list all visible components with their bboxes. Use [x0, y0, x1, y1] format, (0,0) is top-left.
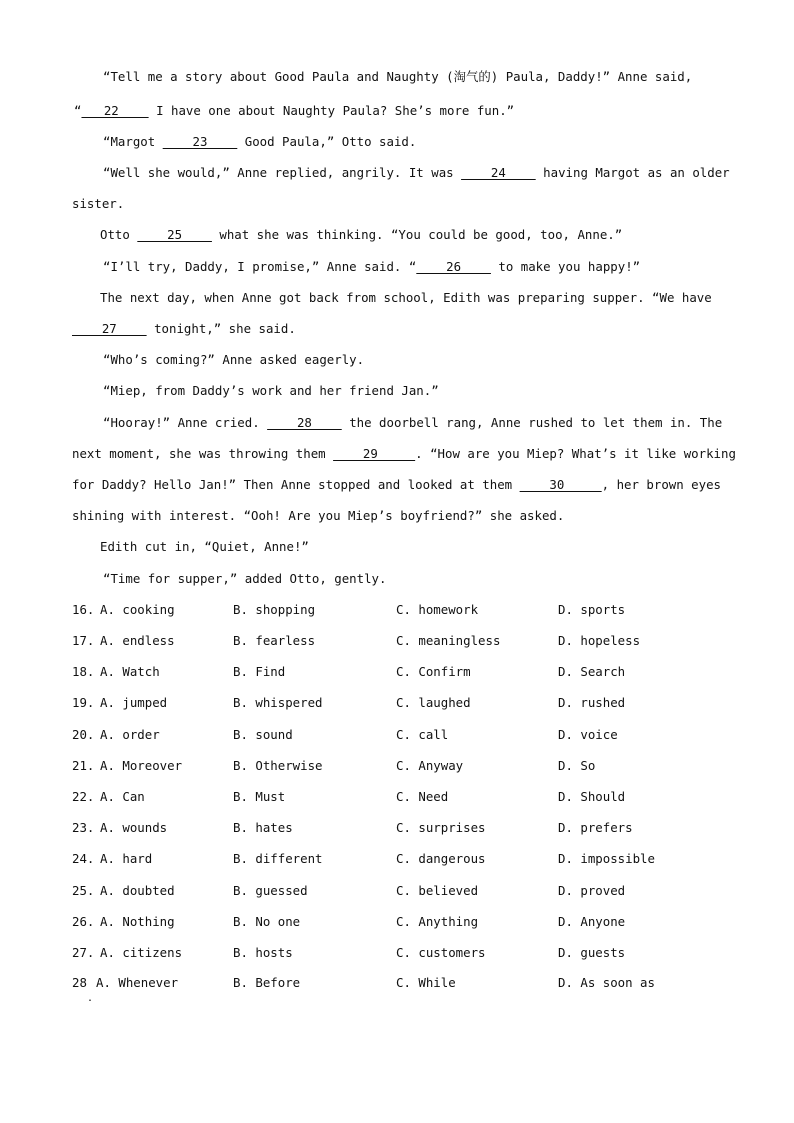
option-b: B. Otherwise — [233, 758, 323, 773]
question-number: 17. — [72, 633, 95, 648]
option-d: D. rushed — [558, 695, 626, 710]
question-number: 27. — [72, 945, 95, 960]
option-a: A. jumped — [100, 695, 168, 710]
option-c: C. believed — [396, 883, 479, 898]
question-number: 24. — [72, 851, 95, 866]
option-row-16 — [0, 602, 794, 618]
story-line-2: “ 22 I have one about Naughty Paula? She’s more fun.” — [74, 103, 515, 118]
story-line-8: The next day, when Anne got back from school, Edith was preparing supper. “We have — [100, 290, 712, 305]
option-row-21 — [0, 758, 794, 774]
story-line-15: shining with interest. “Ooh! Are you Miep’s boyfriend?” she asked. — [72, 508, 565, 523]
option-a: A. hard — [100, 851, 153, 866]
option-c: C. surprises — [396, 820, 486, 835]
option-d: D. Anyone — [558, 914, 626, 929]
question-number: 23. — [72, 820, 95, 835]
option-d: D. hopeless — [558, 633, 641, 648]
option-b: B. sound — [233, 727, 293, 742]
option-a: A. cooking — [100, 602, 175, 617]
stray-dot-mark: . — [87, 993, 94, 1004]
blank-23: 23 — [162, 134, 238, 149]
option-a: A. Nothing — [100, 914, 175, 929]
option-row-26 — [0, 914, 794, 930]
question-number: 20. — [72, 727, 95, 742]
option-a: A. citizens — [100, 945, 183, 960]
story-line-4: “Well she would,” Anne replied, angrily. It was 24 having Margot as an older — [103, 165, 730, 180]
option-c: C. Need — [396, 789, 449, 804]
option-b: B. hosts — [233, 945, 293, 960]
option-a: A. doubted — [100, 883, 175, 898]
option-row-25 — [0, 883, 794, 899]
story-line-6: Otto 25 what she was thinking. “You could be good, too, Anne.” — [100, 227, 623, 242]
story-line-7: “I’ll try, Daddy, I promise,” Anne said. “ 26 to make you happy!” — [103, 259, 641, 274]
question-number: 26. — [72, 914, 95, 929]
blank-28: 28 — [267, 415, 342, 430]
question-number: 21. — [72, 758, 95, 773]
option-d: D. Should — [558, 789, 626, 804]
option-a: A. wounds — [100, 820, 168, 835]
story-line-9: 27 tonight,” she said. — [72, 321, 296, 336]
option-row-27 — [0, 945, 794, 961]
story-line-10: “Who’s coming?” Anne asked eagerly. — [103, 352, 365, 367]
question-number: 16. — [72, 602, 95, 617]
option-d: D. prefers — [558, 820, 633, 835]
option-d: D. As soon as — [558, 975, 655, 990]
blank-25: 25 — [137, 227, 212, 242]
blank-30: 30 — [519, 477, 602, 492]
option-b: B. Before — [233, 975, 301, 990]
option-c: C. dangerous — [396, 851, 486, 866]
option-c: C. Anything — [396, 914, 479, 929]
option-c: C. meaningless — [396, 633, 501, 648]
option-a: A. order — [100, 727, 160, 742]
question-number: 19. — [72, 695, 95, 710]
story-line-12: “Hooray!” Anne cried. 28 the doorbell rang, Anne rushed to let them in. The — [103, 415, 723, 430]
blank-27: 27 — [72, 321, 147, 336]
question-number: 22. — [72, 789, 95, 804]
story-line-13: next moment, she was throwing them 29 . “How are you Miep? What’s it like working — [72, 446, 736, 461]
option-a: A. Can — [100, 789, 145, 804]
option-a: A. endless — [100, 633, 175, 648]
story-line-5: sister. — [72, 196, 125, 211]
option-d: D. impossible — [558, 851, 655, 866]
story-line-14: for Daddy? Hello Jan!” Then Anne stopped and looked at them 30 , her brown eyes — [72, 477, 722, 492]
option-b: B. guessed — [233, 883, 308, 898]
option-b: B. No one — [233, 914, 301, 929]
blank-22: 22 — [81, 103, 149, 118]
option-a: A. Watch — [100, 664, 160, 679]
option-row-23 — [0, 820, 794, 836]
option-row-20 — [0, 727, 794, 743]
story-line-11: “Miep, from Daddy’s work and her friend Jan.” — [103, 383, 439, 398]
option-row-17 — [0, 633, 794, 649]
option-c: C. Confirm — [396, 664, 471, 679]
option-row-24 — [0, 851, 794, 867]
blank-26: 26 — [416, 259, 491, 274]
question-number: 18. — [72, 664, 95, 679]
option-c: C. Anyway — [396, 758, 464, 773]
question-number: 28 — [72, 975, 87, 990]
option-c: C. laughed — [396, 695, 471, 710]
option-b: B. shopping — [233, 602, 316, 617]
option-a: A. Moreover — [100, 758, 183, 773]
option-b: B. Must — [233, 789, 286, 804]
story-line-3: “Margot 23 Good Paula,” Otto said. — [103, 134, 417, 149]
story-line-16: Edith cut in, “Quiet, Anne!” — [100, 539, 309, 554]
blank-29: 29 — [333, 446, 416, 461]
story-line-17: “Time for supper,” added Otto, gently. — [103, 571, 387, 586]
option-row-18 — [0, 664, 794, 680]
option-a: A. Whenever — [96, 975, 179, 990]
option-b: B. whispered — [233, 695, 323, 710]
option-b: B. fearless — [233, 633, 316, 648]
option-row-19 — [0, 695, 794, 711]
option-d: D. guests — [558, 945, 626, 960]
story-line-1: “Tell me a story about Good Paula and Naughty (淘气的) Paula, Daddy!” Anne said, — [103, 69, 693, 84]
option-c: C. customers — [396, 945, 486, 960]
option-c: C. homework — [396, 602, 479, 617]
option-d: D. Search — [558, 664, 626, 679]
option-d: D. sports — [558, 602, 626, 617]
option-d: D. proved — [558, 883, 626, 898]
question-number: 25. — [72, 883, 95, 898]
option-row-28 — [0, 975, 794, 991]
option-d: D. voice — [558, 727, 618, 742]
option-c: C. While — [396, 975, 456, 990]
option-c: C. call — [396, 727, 449, 742]
option-b: B. different — [233, 851, 323, 866]
option-b: B. Find — [233, 664, 286, 679]
option-d: D. So — [558, 758, 596, 773]
option-row-22 — [0, 789, 794, 805]
option-b: B. hates — [233, 820, 293, 835]
blank-24: 24 — [461, 165, 536, 180]
